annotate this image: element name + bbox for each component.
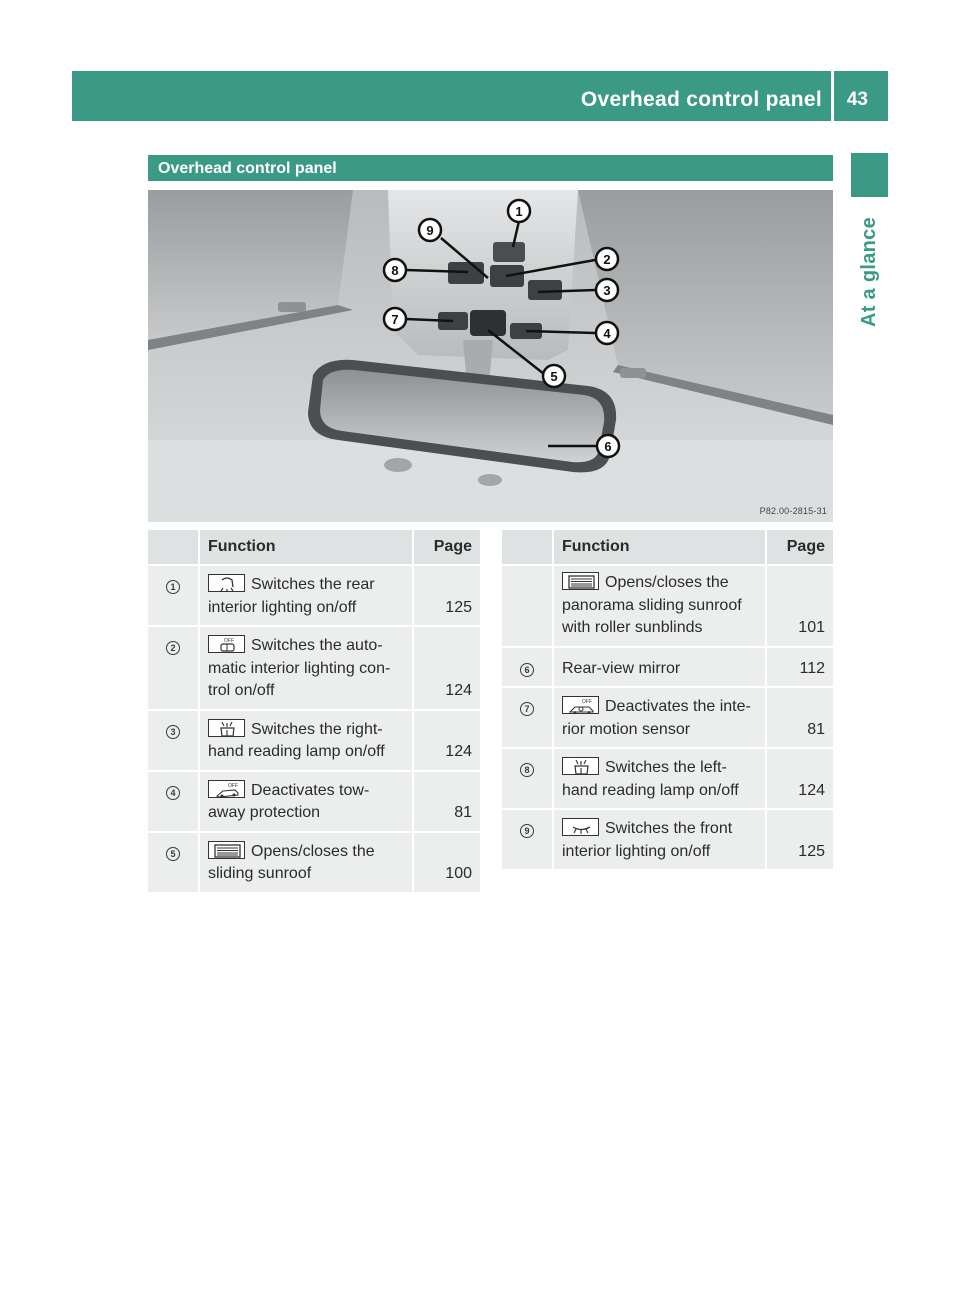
function-text-line: interior lighting on/off — [208, 598, 357, 616]
callout-6 — [597, 435, 619, 457]
callout-7 — [384, 308, 406, 330]
callout-2 — [596, 248, 618, 270]
function-text-line: hand reading lamp on/off — [562, 781, 739, 799]
item-number: 6 — [520, 663, 534, 677]
table-row — [148, 831, 480, 892]
page-reference: 124 — [414, 709, 480, 770]
item-number: 5 — [166, 847, 180, 861]
item-number: 3 — [166, 725, 180, 739]
svg-text:9: 9 — [426, 223, 434, 238]
section-title: Overhead control panel — [158, 160, 337, 177]
table-row — [148, 625, 480, 709]
page-reference: 101 — [767, 564, 833, 646]
callout-8 — [384, 259, 406, 281]
header-number-cell — [502, 530, 554, 564]
function-text-line: interior lighting on/off — [562, 842, 711, 860]
page-reference: 100 — [414, 831, 480, 892]
item-number: 1 — [166, 580, 180, 594]
chapter-tab-label: At a glance — [858, 217, 880, 327]
callout-1 — [508, 200, 530, 222]
item-number: 4 — [166, 786, 180, 800]
item-number: 7 — [520, 702, 534, 716]
header-page: Page — [767, 530, 833, 564]
header-function: Function — [200, 530, 414, 564]
callout-3 — [596, 279, 618, 301]
rear-interior-light-icon — [208, 574, 245, 592]
table-header-row — [502, 530, 833, 564]
function-text-line: rior motion sensor — [562, 720, 691, 738]
table-row — [148, 770, 480, 831]
header-divider — [831, 71, 834, 121]
table-row — [502, 747, 833, 808]
tow-away-off-icon — [208, 780, 245, 798]
page-number: 43 — [846, 89, 868, 110]
callout-9 — [419, 219, 441, 241]
function-text-line: sliding sunroof — [208, 865, 312, 882]
function-table-left — [148, 530, 480, 892]
page-reference: 125 — [767, 808, 833, 869]
item-number: 2 — [166, 641, 180, 655]
function-text-line: Switches the auto- — [251, 637, 383, 654]
function-text-line: Deactivates tow- — [251, 781, 370, 799]
svg-text:8: 8 — [391, 263, 399, 278]
function-text-line: away protection — [208, 804, 321, 821]
sunroof-icon — [208, 841, 245, 859]
header-number-cell — [148, 530, 200, 564]
page-reference: 81 — [767, 686, 833, 747]
svg-text:OFF: OFF — [224, 638, 234, 644]
function-text-line: Rear-view mirror — [562, 659, 681, 677]
function-text-line: Switches the rear — [251, 576, 375, 593]
function-text-line: hand reading lamp on/off — [208, 743, 385, 760]
table-row — [148, 709, 480, 770]
function-text-line: matic interior lighting con- — [208, 659, 391, 677]
auto-interior-light-off-icon — [208, 635, 245, 653]
page-reference: 112 — [767, 646, 833, 687]
header-title: Overhead control panel — [580, 88, 822, 111]
table-row — [502, 646, 833, 687]
function-text-line: trol on/off — [208, 682, 275, 699]
function-text-line: Opens/closes the — [605, 574, 729, 591]
table-row — [502, 564, 833, 646]
front-interior-light-icon — [562, 818, 599, 836]
function-text-line: Switches the right- — [251, 720, 383, 738]
svg-text:OFF: OFF — [228, 782, 238, 789]
sunroof-icon — [562, 572, 599, 590]
callout-4 — [596, 322, 618, 344]
svg-text:4: 4 — [603, 326, 611, 341]
overhead-panel-photo — [148, 190, 833, 522]
page-reference: 124 — [767, 747, 833, 808]
svg-text:2: 2 — [603, 252, 611, 267]
interior-motion-sensor-off-icon — [562, 696, 599, 714]
function-table-right — [502, 530, 833, 869]
item-number: 9 — [520, 824, 534, 838]
svg-text:OFF: OFF — [582, 699, 592, 705]
section-heading — [148, 155, 833, 181]
svg-text:1: 1 — [515, 204, 523, 219]
reading-lamp-icon — [208, 719, 245, 737]
photo-reference-code: P82.00-2815-31 — [759, 506, 827, 516]
svg-text:3: 3 — [603, 283, 611, 298]
header-function: Function — [554, 530, 767, 564]
page-reference: 124 — [414, 625, 480, 709]
table-row — [502, 808, 833, 869]
page-header — [72, 71, 888, 121]
callout-5 — [543, 365, 565, 387]
page-reference: 125 — [414, 564, 480, 625]
page-reference: 81 — [414, 770, 480, 831]
function-text-line: Opens/closes the — [251, 842, 375, 860]
svg-text:7: 7 — [391, 312, 399, 327]
svg-text:6: 6 — [604, 439, 612, 454]
function-text-line: with roller sunblinds — [562, 619, 703, 636]
function-text-line: panorama sliding sunroof — [562, 596, 742, 614]
function-text-line: Switches the left- — [605, 759, 727, 776]
svg-text:5: 5 — [550, 369, 558, 384]
reading-lamp-icon — [562, 757, 599, 775]
overhead-panel-illustration — [148, 190, 833, 522]
function-text-line: Switches the front — [605, 820, 733, 837]
table-row — [502, 686, 833, 747]
table-header-row — [148, 530, 480, 564]
item-number: 8 — [520, 763, 534, 777]
function-text-line: Deactivates the inte- — [605, 698, 751, 715]
header-page: Page — [414, 530, 480, 564]
table-row — [148, 564, 480, 625]
